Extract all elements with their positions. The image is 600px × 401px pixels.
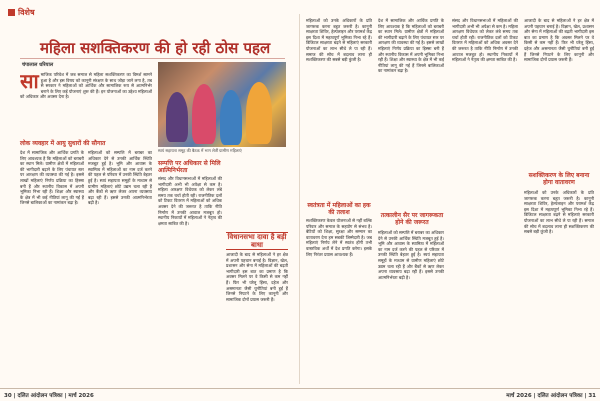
column-1: देश में सामाजिक और आर्थिक प्रगति के लिए आवश्यक है कि महिलाओं को बराबरी का स्थान मिले। ग्रामीण क्षेत्रों में महिलाओं की भागीदारी बढ़ाने के लिए पंचायत स्तर पर आरक्षण की व्यवस्था की गई है। इससे लाखों महिलाएं निर्णय प्रक्रिया का हिस्सा बनी हैं और स्थानीय विकास में अपनी भूमिका निभा रही हैं। शिक्षा और स्वास्थ्य के क्षेत्र में भी कई नीतियां लागू की गई हैं जिनसे बालिकाओं का नामांकन बढ़ा है। [20,150,84,206]
column-11: महिलाओं को उनके अधिकारों के प्रति जागरूक करना बहुत जरूरी है। कानूनी साक्षरता शिविर, हेल्पलाइन और परामर्श केंद्र इस दिशा में महत्वपूर्ण भूमिका निभा रहे हैं। डिजिटल साक्षरता बढ़ने से महिलाएं सरकारी योजनाओं का लाभ सीधे ले पा रही हैं। समाज की सोच में बदलाव लाना ही सशक्तिकरण की सबसे बड़ी कुंजी है। [524,190,594,235]
column-5: महिलाओं को उनके अधिकारों के प्रति जागरूक करना बहुत जरूरी है। कानूनी साक्षरता शिविर, हेल्पलाइन और परामर्श केंद्र इस दिशा में महत्वपूर्ण भूमिका निभा रहे हैं। डिजिटल साक्षरता बढ़ने से महिलाएं सरकारी योजनाओं का लाभ सीधे ले पा रही हैं। समाज की सोच में बदलाव लाना ही सशक्तिकरण की सबसे बड़ी कुंजी है। [306,18,372,63]
page-top-bar [0,0,600,12]
photo-figure [246,82,272,144]
column-6: सशक्तिकरण केवल योजनाओं से नहीं बल्कि परिवार और समाज के सहयोग से संभव है। बेटियों को शिक्षा, सुरक्षा और सम्मान का वातावरण देना हम सबकी जिम्मेदारी है। जब महिलाएं निर्णय लेने में स्वतंत्र होंगी तभी वास्तविक अर्थों में देश प्रगति करेगा। इसके लिए निरंतर प्रयास आवश्यक हैं। [306,218,372,257]
column-8: महिलाओं को सम्पत्ति में बराबर का अधिकार देने से उनकी आर्थिक स्थिति मजबूत हुई है। भूमि और आवास के स्वामित्व में महिलाओं का नाम दर्ज करने की पहल से परिवार में उनकी स्थिति बेहतर हुई है। स्वयं सहायता समूहों के माध्यम से ग्रामीण महिलाएं छोटे उद्यम चला रही हैं और बैंकों से ऋण लेकर अपना व्यवसाय बढ़ा रही हैं। इससे उनकी आत्मनिर्भरता बढ़ी है। [378,230,444,280]
article-byline: चंपालाल धरियाल [22,62,54,68]
column-2: महिलाओं को सम्पत्ति में बराबर का अधिकार देने से उनकी आर्थिक स्थिति मजबूत हुई है। भूमि और आवास के स्वामित्व में महिलाओं का नाम दर्ज करने की पहल से परिवार में उनकी स्थिति बेहतर हुई है। स्वयं सहायता समूहों के माध्यम से ग्रामीण महिलाएं छोटे उद्यम चला रही हैं और बैंकों से ऋण लेकर अपना व्यवसाय बढ़ा रही हैं। इससे उनकी आत्मनिर्भरता बढ़ी है। [88,150,152,206]
intro-column [20,72,152,137]
intro-text: माजिक परिवेश में जब समाज से महिला सशक्तिकरण का विमर्श सामने हुआ है और इस विषय को कानूनी संरक्षण के साथ जोड़ा जाने लगा है, तब से सरकार ने महिलाओं को आर्थिक और सामाजिक रूप से आत्मनिर्भर बनाने के लिए कई योजनाएं शुरू की हैं। इन योजनाओं का उद्देश्य महिलाओं को अधिकार और अवसर देना है। [20,72,152,100]
subhead-4: तत्कालीन सैर पर जागरूकता होने की जरूरत [380,212,444,226]
photo-caption: स्वयं सहायता समूह की बैठक में भाग लेतीं ग्रामीण महिलाएं [158,148,242,153]
section-square-icon [8,9,15,16]
photo-figure [220,90,242,145]
section-label: विशेष [18,7,35,17]
subhead-1: लोक व्यवहार में आयु सुधारों की सौगात [20,140,106,147]
column-7: देश में सामाजिक और आर्थिक प्रगति के लिए आवश्यक है कि महिलाओं को बराबरी का स्थान मिले। ग्रामीण क्षेत्रों में महिलाओं की भागीदारी बढ़ाने के लिए पंचायत स्तर पर आरक्षण की व्यवस्था की गई है। इससे लाखों महिलाएं निर्णय प्रक्रिया का हिस्सा बनी हैं और स्थानीय विकास में अपनी भूमिका निभा रही हैं। शिक्षा और स्वास्थ्य के क्षेत्र में भी कई नीतियां लागू की गई हैं जिनसे बालिकाओं का नामांकन बढ़ा है। [378,18,444,74]
page-footer [0,388,600,401]
column-4: आजादी के बाद से महिलाओं ने हर क्षेत्र में अपनी पहचान बनाई है। विज्ञान, खेल, प्रशासन और सेना में महिलाओं की बढ़ती भागीदारी इस बात का प्रमाण है कि अवसर मिलने पर वे किसी से कम नहीं हैं। फिर भी घरेलू हिंसा, दहेज और असमानता जैसी चुनौतियां बनी हुई हैं जिनसे निपटने के लिए कानूनी और सामाजिक दोनों प्रयास जरूरी हैं। [226,252,288,302]
column-9: संसद और विधानसभाओं में महिलाओं की भागीदारी अभी भी अपेक्षा से कम है। महिला आरक्षण विधेयक को लेकर लंबे समय तक चर्चा होती रही। राजनीतिक दलों को टिकट वितरण में महिलाओं को अधिक अवसर देने की जरूरत है ताकि नीति निर्माण में उनकी आवाज मजबूत हो। स्थानीय निकायों में महिलाओं ने नेतृत्व की क्षमता साबित की है। [452,18,518,63]
article-headline: महिला सशक्तिकरण की हो रही ठोस पहल [40,39,271,57]
photo-figure [166,92,188,142]
column-10: आजादी के बाद से महिलाओं ने हर क्षेत्र में अपनी पहचान बनाई है। विज्ञान, खेल, प्रशासन और सेना में महिलाओं की बढ़ती भागीदारी इस बात का प्रमाण है कि अवसर मिलने पर वे किसी से कम नहीं हैं। फिर भी घरेलू हिंसा, दहेज और असमानता जैसी चुनौतियां बनी हुई हैं जिनसे निपटने के लिए कानूनी और सामाजिक दोनों प्रयास जरूरी हैं। [524,18,594,63]
subhead-5: सशक्तिकरण के लिए बनाना होगा वातावरण [528,172,590,186]
footer-right: मार्च 2026 | दलित आंदोलन पत्रिका | 31 [506,393,596,399]
footer-left: 30 | दलित आंदोलन पत्रिका | मार्च 2026 [4,393,94,399]
article-photo [158,62,286,147]
page-gutter [299,14,300,384]
dropcap: सा [20,72,39,93]
headline-divider [20,58,285,59]
photo-figure [192,84,216,144]
section-tag [4,6,39,18]
subhead-2: सम्पत्ति पर अधिकार से मिलि आत्मिनिर्भरता [158,160,221,174]
pull-quote: विधानसभा दावा है बड़ी बाधा [227,233,287,249]
subhead-3: स्वतंत्रता में महिलाओं का हक की तलाश [307,202,371,216]
column-3: संसद और विधानसभाओं में महिलाओं की भागीदारी अभी भी अपेक्षा से कम है। महिला आरक्षण विधेयक को लेकर लंबे समय तक चर्चा होती रही। राजनीतिक दलों को टिकट वितरण में महिलाओं को अधिक अवसर देने की जरूरत है ताकि नीति निर्माण में उनकी आवाज मजबूत हो। स्थानीय निकायों में महिलाओं ने नेतृत्व की क्षमता साबित की है। [158,176,222,226]
